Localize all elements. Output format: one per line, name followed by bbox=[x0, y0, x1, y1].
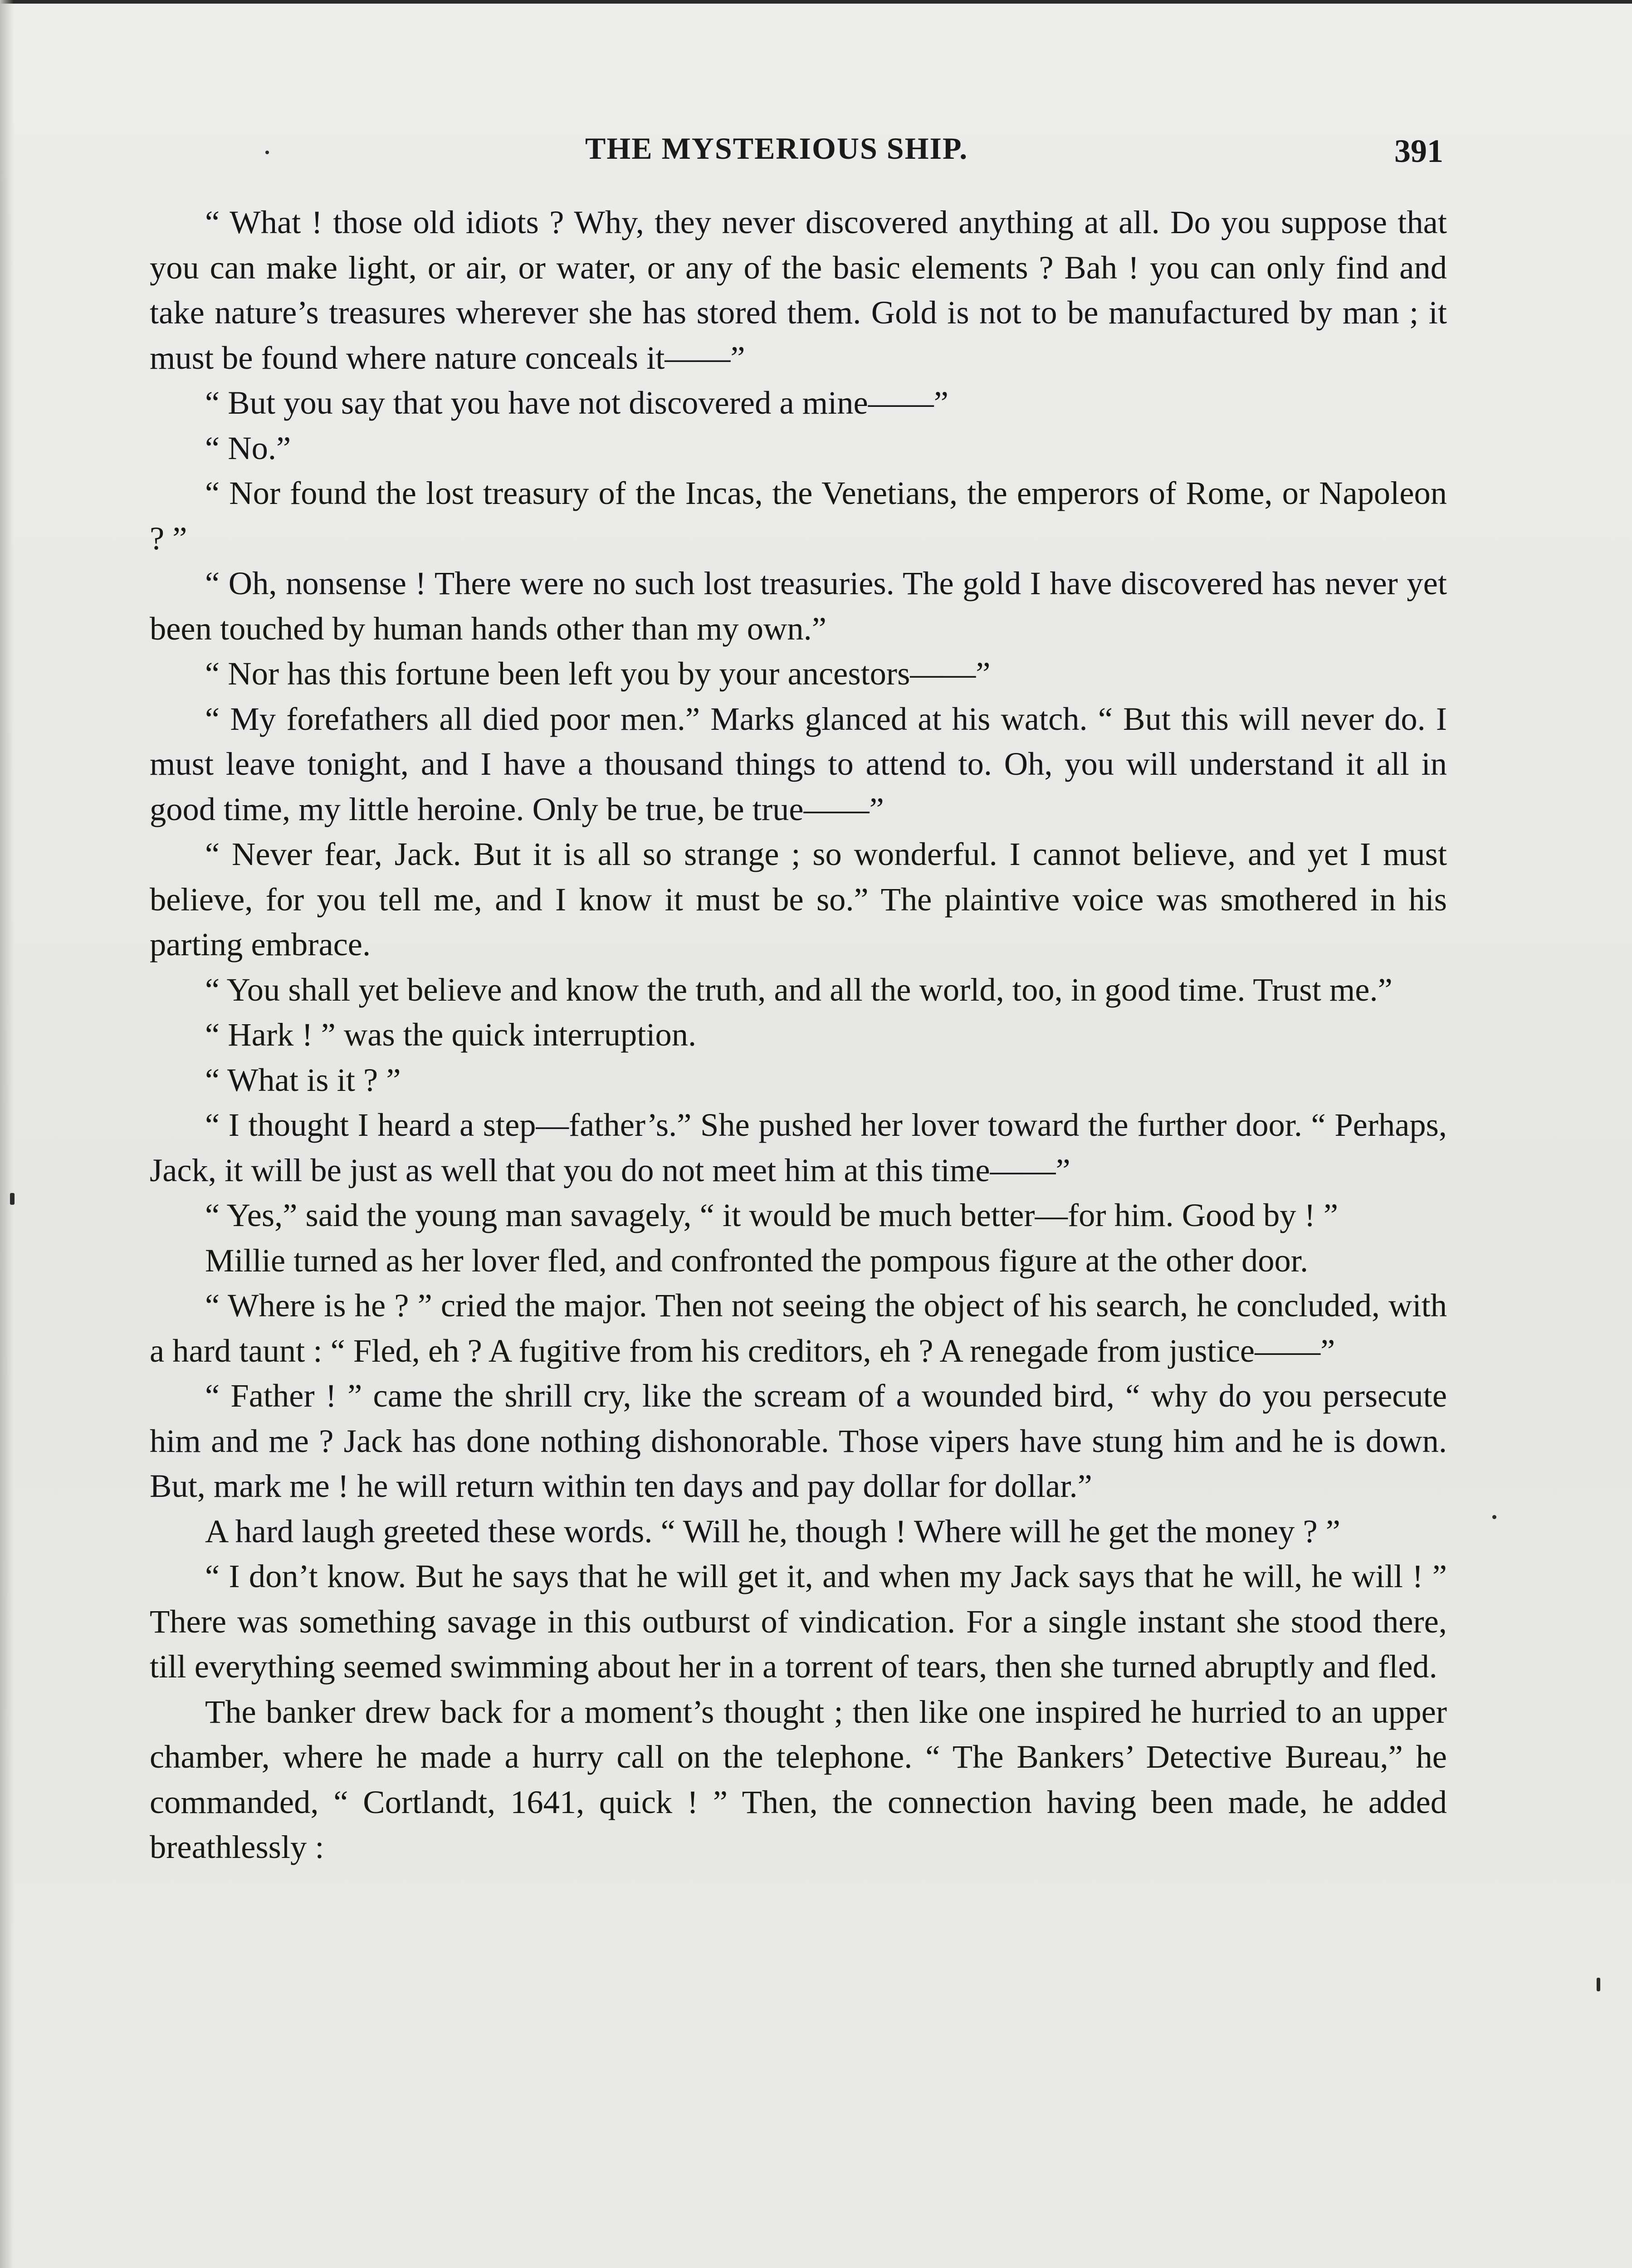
print-speck bbox=[1597, 1978, 1600, 1991]
paragraph: “ Oh, nonsense ! There were no such lost treasuries. The gold I have discovered has never yet been touched by human hands other than my own.” bbox=[150, 565, 1447, 647]
paragraph: “ No.” bbox=[205, 429, 291, 466]
paragraph: “ But you say that you have not discovered a mine——” bbox=[205, 384, 948, 421]
paragraph: “ Yes,” said the young man savagely, “ it would be much better—for him. Good by ! ” bbox=[205, 1197, 1339, 1233]
print-speck bbox=[10, 1193, 15, 1205]
print-speck bbox=[265, 151, 269, 154]
paragraph: “ You shall yet believe and know the truth, and all the world, too, in good time. Trust me.” bbox=[205, 971, 1393, 1008]
paragraph: “ What is it ? ” bbox=[205, 1061, 401, 1098]
paragraph: “ Father ! ” came the shrill cry, like the scream of a wounded bird, “ why do you persecute him and me ? Jack has done nothing dishonorable. Those vipers have stung him and he is down. But, mark me ! he will return within ten days and pay dollar for dollar.” bbox=[150, 1377, 1447, 1504]
paragraph: “ My forefathers all died poor men.” Marks glanced at his watch. “ But this will never do. I must leave tonight, and I have a thousand things to attend to. Oh, you will understand it all in good time, my little heroine. Only be true, be true——” bbox=[150, 700, 1447, 827]
top-border bbox=[0, 0, 1632, 4]
paragraph: “ Nor found the lost treasury of the Incas, the Venetians, the emperors of Rome, or Napoleon ? ” bbox=[150, 474, 1447, 557]
print-speck bbox=[1492, 1515, 1496, 1519]
paragraph: “ Where is he ? ” cried the major. Then not seeing the object of his search, he concluded, with a hard taunt : “ Fled, eh ? A fugitive from his creditors, eh ? A renegade from justice——” bbox=[150, 1287, 1447, 1369]
paragraph: A hard laugh greeted these words. “ Will he, though ! Where will he get the money ? ” bbox=[205, 1512, 1340, 1549]
paragraph: Millie turned as her lover fled, and confronted the pompous figure at the other door. bbox=[205, 1242, 1309, 1279]
running-title: THE MYSTERIOUS SHIP. bbox=[585, 131, 968, 166]
paragraph: The banker drew back for a moment’s thought ; then like one inspired he hurried to an upper chamber, where he made a hurry call on the telephone. “ The Bankers’ Detective Bureau,” he commanded, “ Cortlandt, 1641, quick ! ” Then, the connection having been made, he added breathlessly : bbox=[150, 1693, 1447, 1865]
paragraph: “ Nor has this fortune been left you by your ancestors——” bbox=[205, 655, 991, 692]
paragraph: “ I thought I heard a step—father’s.” She pushed her lover toward the further door. “ Perhaps, Jack, it will be just as well that you do not meet him at this time——” bbox=[150, 1106, 1447, 1188]
paragraph: “ What ! those old idiots ? Why, they never discovered anything at all. Do you suppose that you can make light, or air, or water, or any of the basic elements ? Bah ! you can only find and take nature’s treasures wherever she has stored them. Gold is not to be manufactured by man ; it must be found where nature conceals it——” bbox=[150, 204, 1447, 376]
paragraph: “ Hark ! ” was the quick interruption. bbox=[205, 1016, 697, 1053]
body-text bbox=[150, 200, 1447, 1870]
binding-shadow bbox=[0, 0, 14, 2268]
paragraph: “ I don’t know. But he says that he will get it, and when my Jack says that he will, he will ! ” There was something savage in this outburst of vindication. For a single instant she stood there, till everything seemed swimming about her in a torrent of tears, then she turned abruptly and fled. bbox=[150, 1558, 1447, 1685]
page-number: 391 bbox=[1394, 133, 1443, 169]
paragraph: “ Never fear, Jack. But it is all so strange ; so wonderful. I cannot believe, and yet I must believe, for you tell me, and I know it must be so.” The plaintive voice was smothered in his parting embrace. bbox=[150, 836, 1447, 963]
